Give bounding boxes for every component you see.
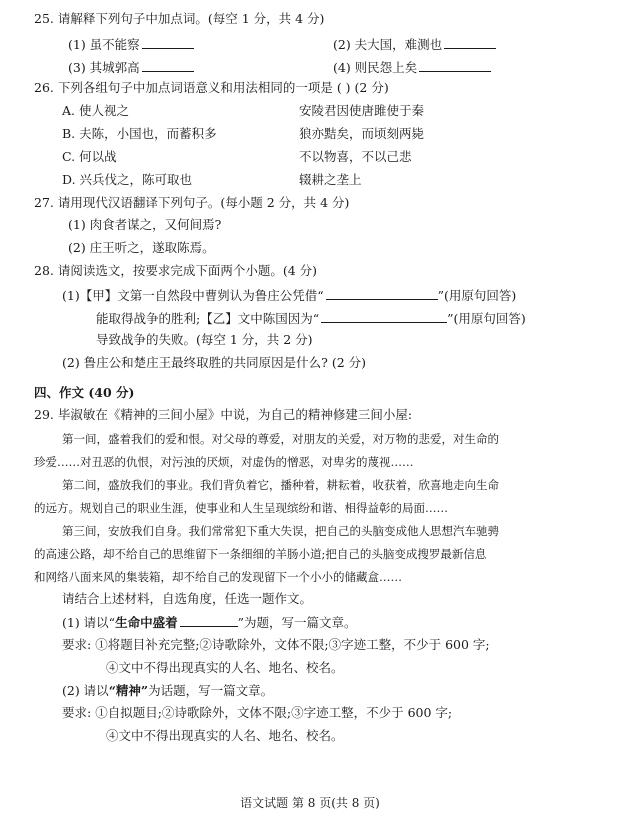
q25-item-2: (2) 夫大国，难测也 <box>333 34 496 54</box>
q27-stem: 27. 请用现代汉语翻译下列句子。(每小题 2 分，共 4 分) <box>34 195 350 210</box>
q26-stem: 26. 下列各组句子中加点词语意义和用法相同的一项是 ( ) (2 分) <box>34 80 389 95</box>
essay-option-1: (1) 请以“生命中盛着 ”为题，写一篇文章。 <box>62 612 357 632</box>
answer-blank[interactable] <box>142 57 194 72</box>
section-title: 四、作文 (40 分) <box>34 385 135 400</box>
q26-option-c: C. 何以战 <box>62 149 117 164</box>
q26-option-a: A. 使人视之 <box>62 103 130 118</box>
q25-stem: 25. 请解释下列句子中加点词。(每空 1 分，共 4 分) <box>34 11 325 26</box>
material-para3-line3: 和网络八面来风的集装箱，却不给自己的发现留下一个小小的储藏盒…… <box>34 570 402 584</box>
answer-blank[interactable] <box>321 308 447 323</box>
material-para1-line2: 珍爱……对丑恶的仇恨，对污浊的厌烦，对虚伪的憎恶，对卑劣的蔑视…… <box>34 455 414 469</box>
essay-requirements-2-cont: ④文中不得出现真实的人名、地名、校名。 <box>106 728 344 743</box>
q28-part1-line1: (1)【甲】文第一自然段中曹刿认为鲁庄公凭借“ ”(用原句回答) <box>62 285 516 305</box>
page-footer: 语文试题 第 8 页(共 8 页) <box>240 796 380 810</box>
essay-requirements-2: 要求: ①自拟题目;②诗歌除外，文体不限;③字迹工整，不少于 600 字; <box>62 705 453 720</box>
q25-item-4: (4) 则民怨上矣 <box>333 57 491 77</box>
material-para1-line1: 第一间，盛着我们的爱和恨。对父母的尊爱，对朋友的关爱，对万物的悲爱，对生命的 <box>62 432 499 446</box>
answer-blank[interactable] <box>419 57 491 72</box>
material-para3-line2: 的高速公路，却不给自己的思维留下一条细细的羊肠小道;把自己的头脑变成搜罗最新信息 <box>34 547 487 561</box>
q28-part1-line3: 导致战争的失败。(每空 1 分，共 2 分) <box>96 332 313 347</box>
essay-instruction: 请结合上述材料，自选角度，任选一题作文。 <box>62 591 313 606</box>
essay-requirements-1-cont: ④文中不得出现真实的人名、地名、校名。 <box>106 660 344 675</box>
q26-option-d-right: 辍耕之垄上 <box>299 172 362 187</box>
essay-option-2: (2) 请以“精神”为话题，写一篇文章。 <box>62 683 274 698</box>
material-para2-line2: 的远方。规划自己的职业生涯，使事业和人生呈现缤纷和谐、相得益彰的局面…… <box>34 501 448 515</box>
q26-option-c-right: 不以物喜，不以己悲 <box>299 149 412 164</box>
essay-requirements-1: 要求: ①将题目补充完整;②诗歌除外，文体不限;③字迹工整，不少于 600 字; <box>62 637 490 652</box>
q26-option-a-right: 安陵君因使唐雎使于秦 <box>299 103 425 118</box>
q26-option-b: B. 夫陈，小国也，而蓄积多 <box>62 126 217 141</box>
q25-item-1: (1) 虽不能察 <box>68 34 194 54</box>
answer-blank[interactable] <box>444 34 496 49</box>
q28-stem: 28. 请阅读选文，按要求完成下面两个小题。(4 分) <box>34 263 318 278</box>
q29-stem: 29. 毕淑敏在《精神的三间小屋》中说，为自己的精神修建三间小屋: <box>34 407 413 422</box>
q28-part1-line2: 能取得战争的胜利;【乙】文中陈国因为“ ”(用原句回答) <box>96 308 526 328</box>
q27-item-1: (1) 肉食者谋之，又何间焉? <box>68 217 222 232</box>
q25-item-3: (3) 其城郭高 <box>68 57 194 77</box>
q26-option-d: D. 兴兵伐之，陈可取也 <box>62 172 193 187</box>
q27-item-2: (2) 庄王听之，遂取陈焉。 <box>68 240 215 255</box>
q26-option-b-right: 狼亦黠矣，而顷刻两毙 <box>299 126 425 141</box>
material-para3-line1: 第三间，安放我们自身。我们常常犯下重大失误，把自己的头脑变成他人思想汽车驰骋 <box>62 524 499 538</box>
title-blank[interactable] <box>180 612 238 627</box>
answer-blank[interactable] <box>142 34 194 49</box>
material-para2-line1: 第二间，盛放我们的事业。我们背负着它，播种着，耕耘着，收获着，欣喜地走向生命 <box>62 478 499 492</box>
answer-blank[interactable] <box>326 285 438 300</box>
q28-part2: (2) 鲁庄公和楚庄王最终取胜的共同原因是什么? (2 分) <box>62 355 367 370</box>
